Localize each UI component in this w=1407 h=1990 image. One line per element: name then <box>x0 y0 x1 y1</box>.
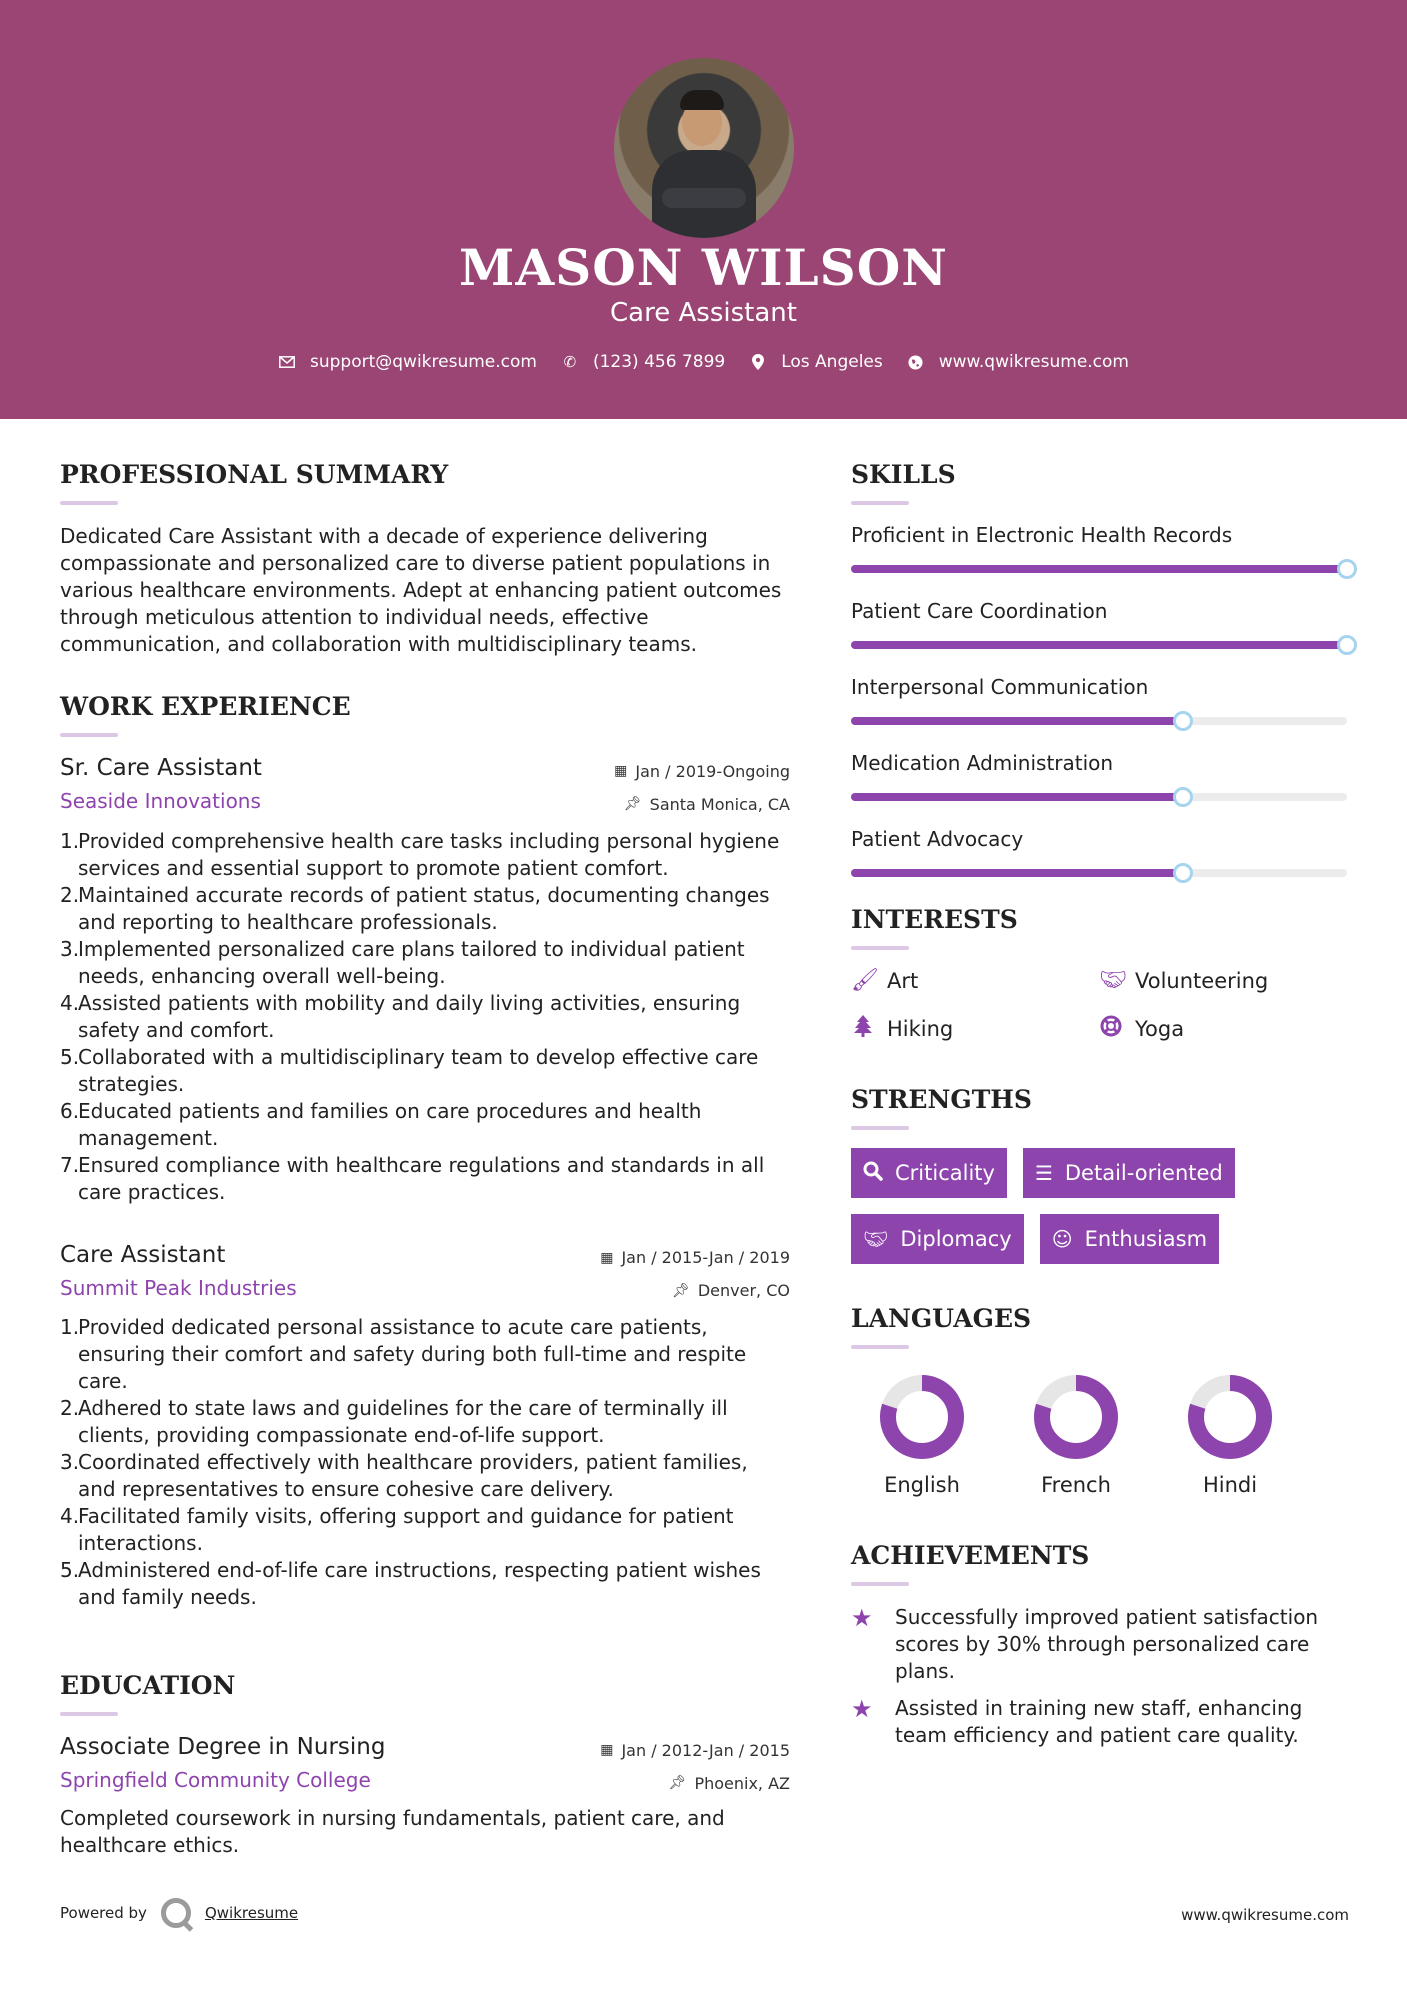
list-item: 4. Assisted patients with mobility and daily living activities, ensuring safety and comfort. <box>60 990 741 1042</box>
job-dates: ▦ Jan / 2015-Jan / 2019 <box>600 1248 790 1267</box>
experience-title: WORK EXPERIENCE <box>60 692 351 721</box>
interest-item: 🤝︎ Volunteering <box>1099 968 1269 993</box>
section-divider <box>60 1712 118 1716</box>
language-label: English <box>884 1473 960 1497</box>
job-location: 📌︎ Denver, CO <box>672 1281 790 1300</box>
skill-bar-track <box>851 641 1347 649</box>
languages-section <box>851 1304 1351 1497</box>
calendar-icon: ▦ <box>600 1742 614 1758</box>
globe-icon <box>907 353 925 371</box>
section-divider <box>851 1582 909 1586</box>
paintbrush-icon: 🖌︎ <box>851 968 879 993</box>
section-divider <box>60 501 118 505</box>
list-icon: ☰ <box>1034 1161 1053 1185</box>
list-item: 2. Maintained accurate records of patient status, documenting changes and reporting to healthcare professionals. <box>60 882 770 934</box>
skill-bar-track <box>851 717 1347 725</box>
skill-label: Interpersonal Communication <box>851 675 1149 699</box>
job-bullets <box>60 1314 790 1611</box>
achievement-item: ★ Assisted in training new staff, enhancing team efficiency and patient care quality. <box>851 1695 1303 1747</box>
candidate-role: Care Assistant <box>610 298 797 328</box>
envelope-icon <box>278 353 296 371</box>
skill-bar-fill <box>851 717 1183 725</box>
summary-section <box>60 460 790 658</box>
section-divider <box>851 1345 909 1349</box>
education-dates: ▦ Jan / 2012-Jan / 2015 <box>600 1740 790 1760</box>
shooting-star-icon: ★ <box>851 1604 873 1632</box>
skill-level-knob <box>1173 863 1193 883</box>
skill-label: Proficient in Electronic Health Records <box>851 523 1233 547</box>
skill-bar-fill <box>851 565 1347 573</box>
language-item <box>1147 1373 1313 1497</box>
skill-bar-track <box>851 793 1347 801</box>
skill-bar-fill <box>851 793 1183 801</box>
skill-item <box>851 523 1351 573</box>
language-donut <box>1032 1373 1120 1461</box>
language-label: Hindi <box>1202 1473 1258 1497</box>
interest-item: 🖌︎ Art <box>851 968 919 993</box>
achievements-title: ACHIEVEMENTS <box>851 1541 1090 1570</box>
shooting-star-icon: ★ <box>851 1695 873 1723</box>
job-bullets <box>60 828 790 1206</box>
section-divider <box>851 946 909 950</box>
education-title: EDUCATION <box>60 1671 236 1700</box>
map-pin-icon <box>749 353 767 371</box>
contact-email[interactable] <box>278 352 537 372</box>
skill-label: Medication Administration <box>851 751 1114 775</box>
job-entry <box>60 1242 790 1612</box>
list-item: 6. Educated patients and families on care procedures and health management. <box>60 1098 702 1150</box>
education-text: Completed coursework in nursing fundamentals, patient care, and healthcare ethics. <box>60 1805 725 1857</box>
job-entry <box>60 755 790 1206</box>
candidate-name: MASON WILSON <box>459 238 948 297</box>
contact-phone[interactable] <box>561 352 725 372</box>
experience-section <box>60 692 790 1611</box>
interests-title: INTERESTS <box>851 905 1018 934</box>
summary-title: PROFESSIONAL SUMMARY <box>60 460 449 489</box>
skill-level-knob <box>1337 635 1357 655</box>
language-donut <box>878 1373 966 1461</box>
list-item: 3. Implemented personalized care plans tailored to individual patient needs, enhancing overall well-being. <box>60 936 745 988</box>
strength-tag: Criticality <box>851 1148 1007 1198</box>
section-divider <box>60 733 118 737</box>
lifebuoy-icon <box>1099 1015 1123 1043</box>
footer-website[interactable]: www.qwikresume.com <box>1181 1906 1349 1924</box>
pushpin-icon: 📌︎ <box>623 796 642 812</box>
contact-website[interactable] <box>907 352 1129 372</box>
calendar-icon: ▦ <box>600 1249 614 1266</box>
skills-title: SKILLS <box>851 460 956 489</box>
strengths-title: STRENGTHS <box>851 1085 1032 1114</box>
skill-label: Patient Care Coordination <box>851 599 1108 623</box>
section-divider <box>851 501 909 505</box>
handshake-icon: 🤝︎ <box>863 1227 889 1251</box>
skill-level-knob <box>1173 787 1193 807</box>
email-text: support@qwikresume.com <box>310 352 537 372</box>
skill-item <box>851 827 1351 877</box>
website-text: www.qwikresume.com <box>938 352 1129 372</box>
search-icon <box>863 1161 883 1186</box>
contact-bar <box>0 352 1407 372</box>
school-name: Springfield Community College <box>60 1768 371 1792</box>
company-name: Summit Peak Industries <box>60 1275 297 1300</box>
calendar-icon: ▦ <box>614 763 628 779</box>
footer-powered-by <box>60 1898 298 1928</box>
pushpin-icon: 📌︎ <box>672 1282 690 1299</box>
tree-icon <box>851 1015 875 1043</box>
summary-text: Dedicated Care Assistant with a decade of experience delivering compassionate and personalized care to diverse patient populations in various healthcare environments. Adept at enhancing patient outcomes through meticulous attention to individual needs, effective communication, and collaboration with multidisciplinary teams. <box>60 524 782 656</box>
interest-item: Hiking <box>851 1015 1099 1043</box>
strength-tag: ☺ Enthusiasm <box>1040 1214 1219 1264</box>
skill-item <box>851 675 1351 725</box>
skill-bar-fill <box>851 869 1183 877</box>
pushpin-icon: 📌︎ <box>668 1775 687 1791</box>
strength-tag: 🤝︎ Diplomacy <box>851 1214 1024 1264</box>
skill-label: Patient Advocacy <box>851 827 1024 851</box>
skill-level-knob <box>1173 711 1193 731</box>
languages-title: LANGUAGES <box>851 1304 1032 1333</box>
left-column <box>60 460 790 1859</box>
phone-text: (123) 456 7899 <box>592 352 726 372</box>
skill-bar-track <box>851 565 1347 573</box>
contact-location <box>749 352 883 372</box>
location-text: Los Angeles <box>781 352 883 372</box>
interest-item: Yoga <box>1099 1015 1347 1043</box>
smile-icon: ☺ <box>1051 1227 1073 1251</box>
resume-header <box>0 0 1407 419</box>
language-donut <box>1186 1373 1274 1461</box>
strengths-section <box>851 1085 1351 1280</box>
list-item: 2. Adhered to state laws and guidelines for the care of terminally ill clients, providing compassionate end-of-life support. <box>60 1396 728 1447</box>
list-item: 7. Ensured compliance with healthcare regulations and standards in all care practices. <box>60 1152 765 1204</box>
list-item: 5. Administered end-of-life care instructions, respecting patient wishes and family needs. <box>60 1558 761 1609</box>
brand-link[interactable]: Qwikresume <box>204 1904 299 1922</box>
language-item <box>839 1373 1005 1497</box>
qwikresume-logo-icon <box>161 1898 191 1928</box>
handshake-icon: 🤝︎ <box>1099 968 1127 993</box>
list-item: 3. Coordinated effectively with healthcare providers, patient families, and representatives to ensure cohesive care delivery. <box>60 1450 748 1501</box>
education-section <box>60 1671 790 1859</box>
job-title: Care Assistant <box>60 1241 226 1268</box>
education-location: 📌︎ Phoenix, AZ <box>668 1773 790 1793</box>
list-item: 4. Facilitated family visits, offering support and guidance for patient interactions. <box>60 1504 734 1555</box>
list-item: 1. Provided dedicated personal assistance to acute care patients, ensuring their comfort and safety during both full-time and respite care. <box>60 1315 747 1393</box>
section-divider <box>851 1126 909 1130</box>
strength-tag: ☰ Detail-oriented <box>1023 1148 1235 1198</box>
job-location: 📌︎ Santa Monica, CA <box>623 794 790 814</box>
skill-item <box>851 599 1351 649</box>
skill-level-knob <box>1337 559 1357 579</box>
degree-title: Associate Degree in Nursing <box>60 1734 386 1760</box>
skill-item <box>851 751 1351 801</box>
powered-by-label: Powered by <box>60 1904 147 1922</box>
skills-section <box>851 460 1351 877</box>
list-item: 5. Collaborated with a multidisciplinary team to develop effective care strategies. <box>60 1044 759 1096</box>
phone-icon: ✆ <box>563 353 577 371</box>
achievements-section <box>851 1541 1351 1749</box>
achievement-item: ★ Successfully improved patient satisfaction scores by 30% through personalized care plans. <box>851 1604 1319 1683</box>
company-name: Seaside Innovations <box>60 789 261 813</box>
interests-section <box>851 905 1351 1043</box>
job-dates: ▦ Jan / 2019-Ongoing <box>614 761 790 781</box>
skill-bar-track <box>851 869 1347 877</box>
list-item: 1. Provided comprehensive health care tasks including personal hygiene services and essential support to promote patient comfort. <box>60 828 780 880</box>
skill-bar-fill <box>851 641 1347 649</box>
profile-photo <box>614 58 794 238</box>
right-column <box>851 460 1351 1759</box>
language-label: French <box>1041 1473 1111 1497</box>
job-title: Sr. Care Assistant <box>60 755 262 781</box>
language-item <box>993 1373 1159 1497</box>
